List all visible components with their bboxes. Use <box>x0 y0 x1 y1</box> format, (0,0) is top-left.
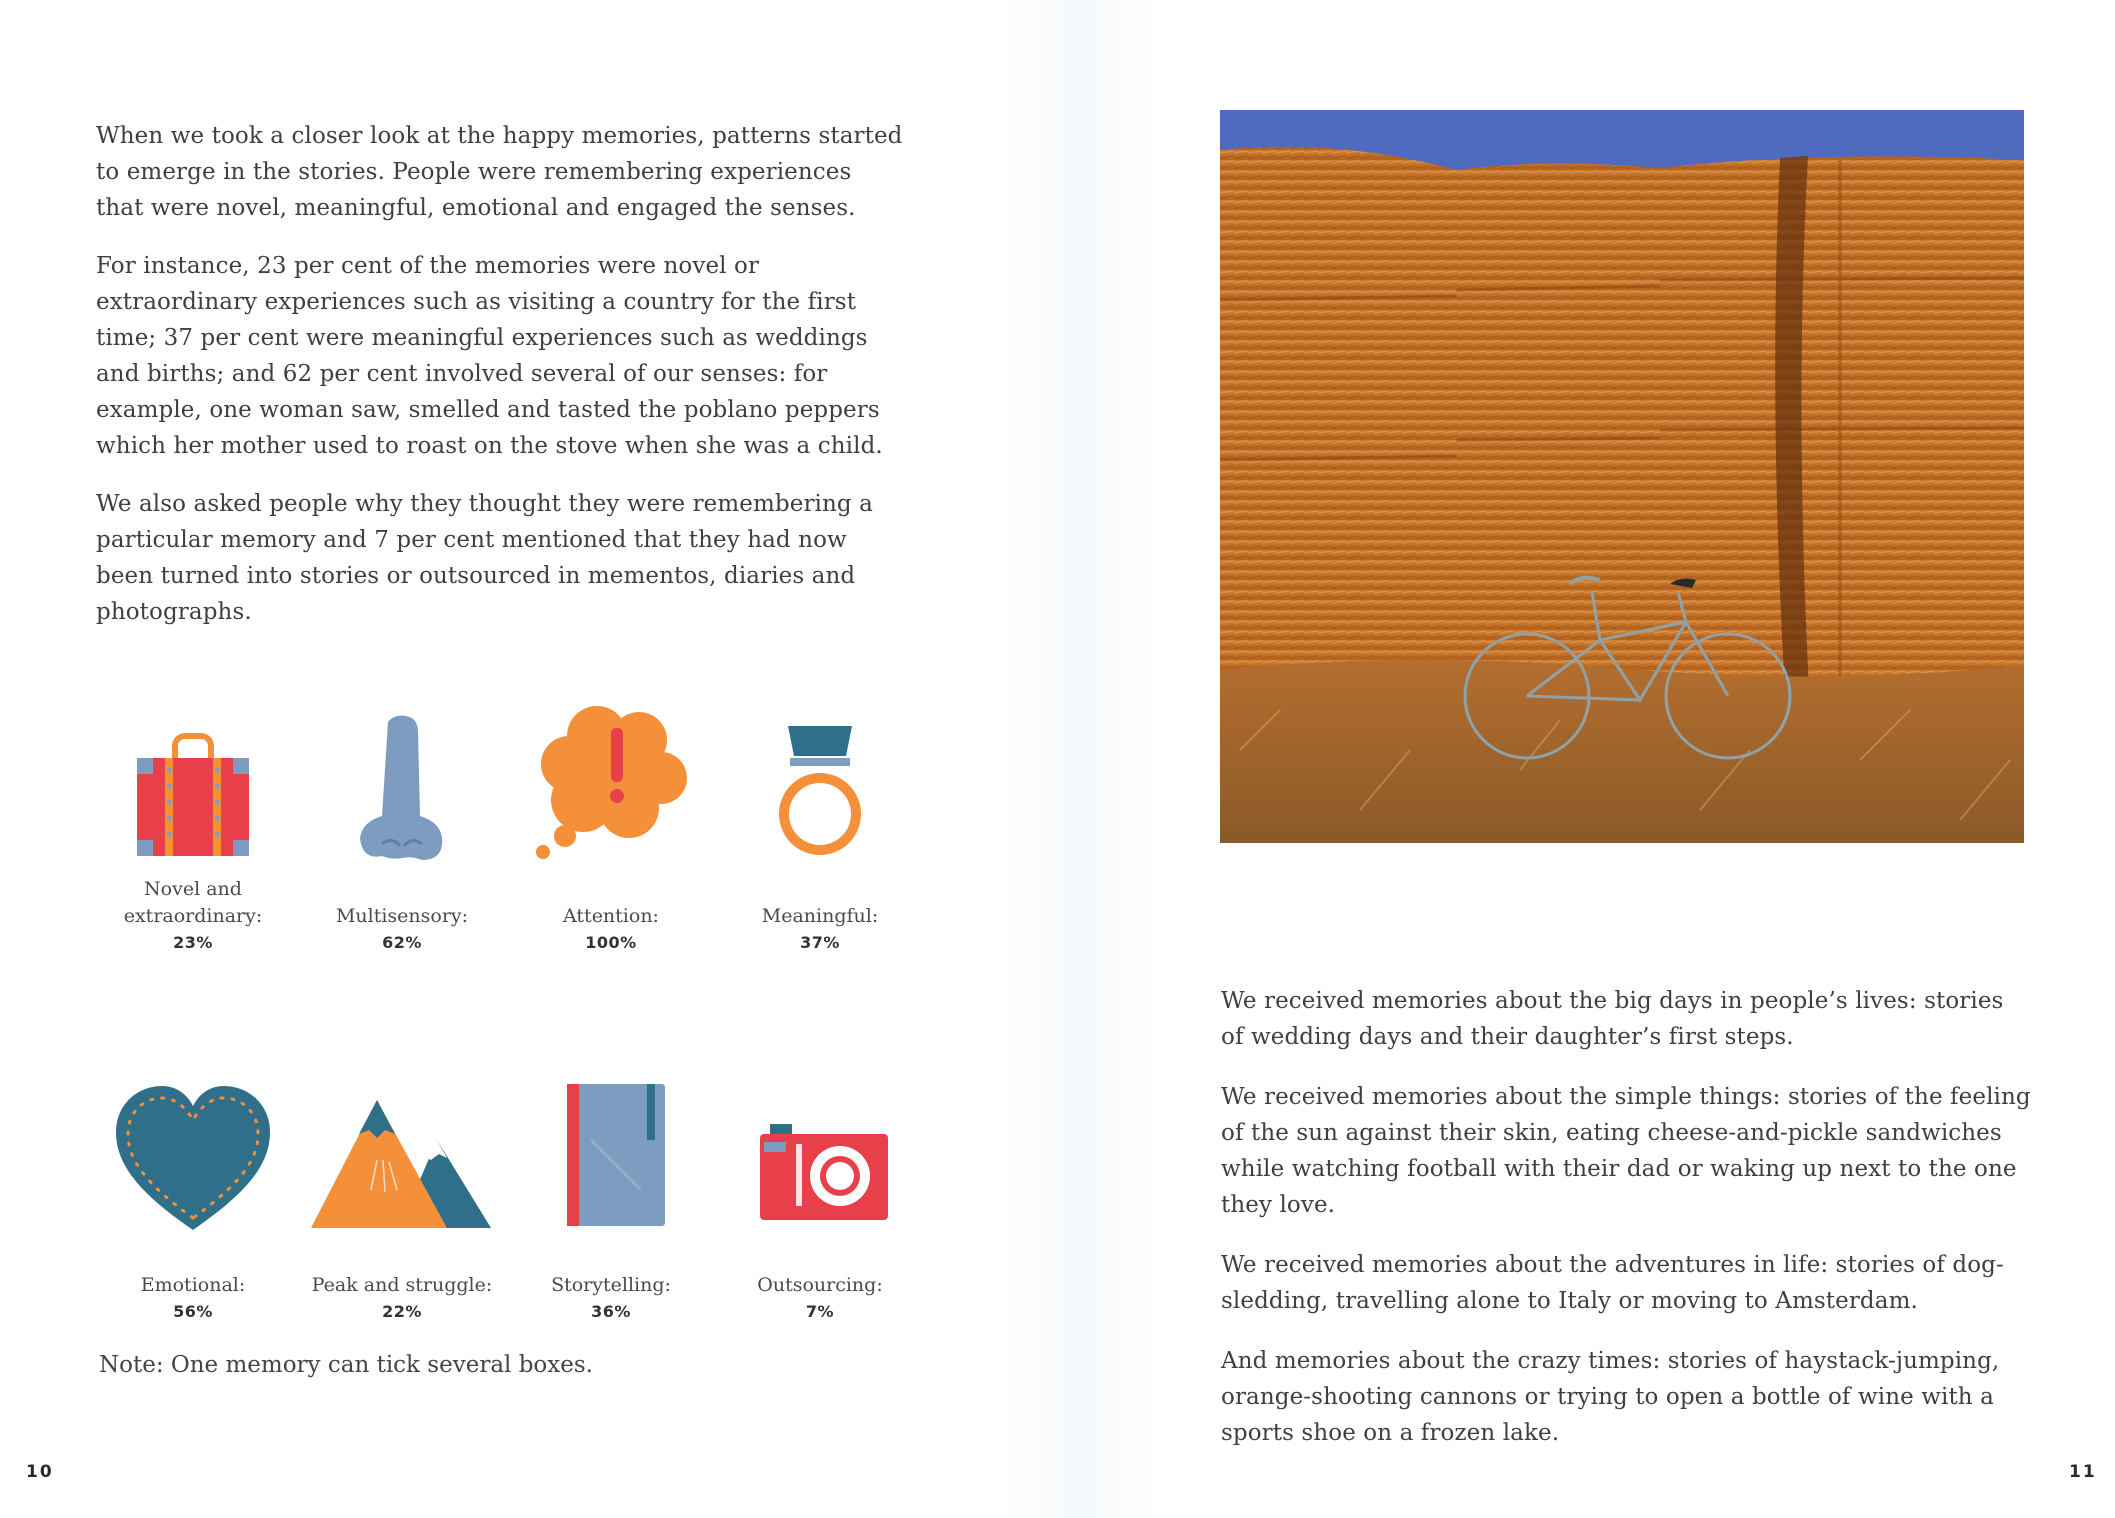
memory-category <box>88 696 298 956</box>
left-page <box>0 0 1057 1518</box>
memories-text <box>1221 983 2031 1475</box>
paragraph: We also asked people why they thought they were remembering a particular memory and 7 per cent mentioned that they had now been turned into stories or outsourced in mementos, diaries and photographs. <box>96 491 873 625</box>
category-label: Storytelling: <box>551 1274 671 1296</box>
memory-icons-grid <box>88 696 938 1336</box>
memory-category <box>506 696 716 956</box>
footnote: Note: One memory can tick several boxes. <box>99 1352 593 1378</box>
page-number: 11 <box>2069 1462 2097 1482</box>
memory-category <box>506 1080 716 1325</box>
category-percent: 23% <box>173 933 213 952</box>
paragraph: For instance, 23 per cent of the memories were novel or extraordinary experiences such as visiting a country for the first time; 37 per cent were meaningful experiences such as weddings and births; and 62 per cent involved several of our senses: for example, one woman saw, smelled and tasted the poblano peppers which her mother used to roast on the stove when she was a child. <box>96 253 883 459</box>
category-label: Multisensory: <box>335 905 469 927</box>
mountains-icon <box>307 1080 497 1240</box>
thought-bubble-icon <box>521 696 701 866</box>
category-label: Attention: <box>563 905 659 927</box>
category-percent: 62% <box>382 933 422 952</box>
intro-text <box>96 118 906 652</box>
suitcase-icon <box>113 696 273 866</box>
category-label: Novel and extraordinary: <box>123 878 263 927</box>
memory-category <box>297 1080 507 1325</box>
paragraph: And memories about the crazy times: stories of haystack-jumping, orange-shooting cannons or trying to open a bottle of wine with a sports shoe on a frozen lake. <box>1221 1348 2000 1446</box>
category-percent: 22% <box>382 1302 422 1321</box>
memory-category <box>715 696 925 956</box>
paragraph: We received memories about the simple things: stories of the feeling of the sun against their skin, eating cheese-and-pickle sandwiches while watching football with their dad or waking up next to the one they love. <box>1221 1084 2031 1218</box>
category-percent: 36% <box>591 1302 631 1321</box>
category-label: Peak and struggle: <box>311 1274 493 1296</box>
page-number: 10 <box>26 1462 54 1482</box>
paragraph: We received memories about the big days in people’s lives: stories of wedding days and their daughter’s first steps. <box>1221 988 2004 1050</box>
category-percent: 56% <box>173 1302 213 1321</box>
category-percent: 7% <box>805 1302 835 1321</box>
memory-category <box>88 1080 298 1325</box>
category-percent: 37% <box>800 933 840 952</box>
memory-category <box>715 1080 925 1325</box>
ring-icon <box>740 696 900 866</box>
haystack-bicycle-photo <box>1220 110 2024 843</box>
category-label: Meaningful: <box>761 905 879 927</box>
paragraph: We received memories about the adventures in life: stories of dog-sledding, travelling alone to Italy or moving to Amsterdam. <box>1221 1252 2004 1314</box>
heart-icon <box>108 1080 278 1240</box>
camera-icon <box>740 1080 900 1240</box>
category-label: Outsourcing: <box>757 1274 883 1296</box>
category-label: Emotional: <box>140 1274 246 1296</box>
category-percent: 100% <box>585 933 637 952</box>
nose-icon <box>322 696 482 866</box>
memory-category <box>297 696 507 956</box>
paragraph: When we took a closer look at the happy memories, patterns started to emerge in the stories. People were remembering experiences that were novel, meaningful, emotional and engaged the senses. <box>96 123 903 221</box>
notebook-icon <box>531 1080 691 1240</box>
